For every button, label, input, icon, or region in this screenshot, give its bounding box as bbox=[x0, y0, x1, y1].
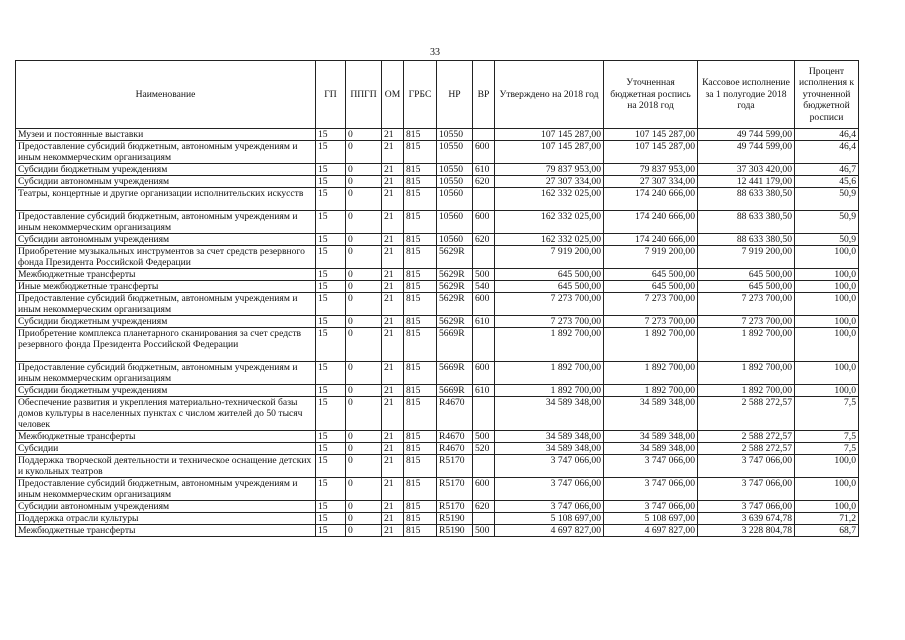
cell-grbs: 815 bbox=[404, 164, 437, 176]
cell-grbs: 815 bbox=[404, 176, 437, 188]
cell-grbs: 815 bbox=[404, 455, 437, 478]
cell-nr: R4670 bbox=[437, 397, 473, 431]
cell-name: Предоставление субсидий бюджетным, автономным учреждениям и иным некоммерческим организациям bbox=[16, 141, 316, 164]
cell-refined: 7 919 200,00 bbox=[604, 246, 698, 269]
cell-ppgp: 0 bbox=[346, 246, 382, 269]
table-row bbox=[16, 316, 859, 328]
cell-name: Приобретение музыкальных инструментов за счет средств резервного фонда Президента Российской Федерации bbox=[16, 246, 316, 269]
cell-om: 21 bbox=[382, 501, 404, 513]
cell-percent: 50,9 bbox=[795, 211, 859, 234]
cell-approved: 162 332 025,00 bbox=[495, 234, 604, 246]
cell-ppgp: 0 bbox=[346, 269, 382, 281]
cell-cash: 88 633 380,50 bbox=[698, 234, 795, 246]
cell-vr bbox=[473, 455, 495, 478]
cell-ppgp: 0 bbox=[346, 316, 382, 328]
cell-gp: 15 bbox=[316, 362, 346, 385]
cell-nr: R5170 bbox=[437, 455, 473, 478]
cell-om: 21 bbox=[382, 328, 404, 362]
table-row bbox=[16, 525, 859, 537]
cell-approved: 107 145 287,00 bbox=[495, 129, 604, 141]
cell-refined: 5 108 697,00 bbox=[604, 513, 698, 525]
cell-om: 21 bbox=[382, 443, 404, 455]
cell-percent: 100,0 bbox=[795, 455, 859, 478]
cell-om: 21 bbox=[382, 316, 404, 328]
cell-om: 21 bbox=[382, 478, 404, 501]
cell-name: Предоставление субсидий бюджетным, автономным учреждениям и иным некоммерческим организациям bbox=[16, 293, 316, 316]
cell-nr: 10550 bbox=[437, 176, 473, 188]
cell-percent: 100,0 bbox=[795, 362, 859, 385]
cell-percent: 100,0 bbox=[795, 269, 859, 281]
cell-name: Иные межбюджетные трансферты bbox=[16, 281, 316, 293]
cell-name: Приобретение комплекса планетарного сканирования за счет средств резервного фонда Президента Российской Федерации bbox=[16, 328, 316, 362]
cell-gp: 15 bbox=[316, 129, 346, 141]
cell-percent: 45,6 bbox=[795, 176, 859, 188]
cell-ppgp: 0 bbox=[346, 478, 382, 501]
cell-om: 21 bbox=[382, 293, 404, 316]
cell-gp: 15 bbox=[316, 246, 346, 269]
cell-grbs: 815 bbox=[404, 293, 437, 316]
cell-grbs: 815 bbox=[404, 443, 437, 455]
cell-cash: 2 588 272,57 bbox=[698, 397, 795, 431]
cell-cash: 3 228 804,78 bbox=[698, 525, 795, 537]
cell-nr: 5629R bbox=[437, 246, 473, 269]
cell-refined: 645 500,00 bbox=[604, 269, 698, 281]
cell-approved: 1 892 700,00 bbox=[495, 328, 604, 362]
cell-vr: 620 bbox=[473, 176, 495, 188]
cell-om: 21 bbox=[382, 385, 404, 397]
cell-approved: 1 892 700,00 bbox=[495, 362, 604, 385]
cell-approved: 162 332 025,00 bbox=[495, 211, 604, 234]
cell-om: 21 bbox=[382, 513, 404, 525]
cell-gp: 15 bbox=[316, 164, 346, 176]
header-refined: Уточненная бюджетная роспись на 2018 год bbox=[604, 61, 698, 129]
cell-nr: 10560 bbox=[437, 234, 473, 246]
cell-refined: 3 747 066,00 bbox=[604, 455, 698, 478]
cell-name: Субсидии bbox=[16, 443, 316, 455]
header-approved: Утверждено на 2018 год bbox=[495, 61, 604, 129]
cell-cash: 7 273 700,00 bbox=[698, 293, 795, 316]
cell-approved: 3 747 066,00 bbox=[495, 501, 604, 513]
cell-name: Субсидии автономным учреждениям bbox=[16, 234, 316, 246]
cell-refined: 107 145 287,00 bbox=[604, 141, 698, 164]
cell-ppgp: 0 bbox=[346, 141, 382, 164]
cell-ppgp: 0 bbox=[346, 211, 382, 234]
cell-gp: 15 bbox=[316, 316, 346, 328]
table-header-row bbox=[16, 61, 859, 129]
cell-om: 21 bbox=[382, 525, 404, 537]
table-row bbox=[16, 188, 859, 211]
cell-ppgp: 0 bbox=[346, 164, 382, 176]
cell-name: Межбюджетные трансферты bbox=[16, 525, 316, 537]
cell-approved: 34 589 348,00 bbox=[495, 397, 604, 431]
cell-approved: 1 892 700,00 bbox=[495, 385, 604, 397]
cell-percent: 50,9 bbox=[795, 234, 859, 246]
cell-ppgp: 0 bbox=[346, 431, 382, 443]
cell-vr: 540 bbox=[473, 281, 495, 293]
cell-grbs: 815 bbox=[404, 141, 437, 164]
table-row bbox=[16, 129, 859, 141]
cell-approved: 3 747 066,00 bbox=[495, 455, 604, 478]
cell-nr: R5170 bbox=[437, 501, 473, 513]
cell-cash: 3 639 674,78 bbox=[698, 513, 795, 525]
cell-vr: 600 bbox=[473, 293, 495, 316]
cell-approved: 34 589 348,00 bbox=[495, 431, 604, 443]
cell-name: Предоставление субсидий бюджетным, автономным учреждениям и иным некоммерческим организациям bbox=[16, 362, 316, 385]
cell-cash: 37 303 420,00 bbox=[698, 164, 795, 176]
cell-vr: 600 bbox=[473, 362, 495, 385]
cell-refined: 7 273 700,00 bbox=[604, 316, 698, 328]
cell-name: Субсидии автономным учреждениям bbox=[16, 176, 316, 188]
table-body bbox=[16, 129, 859, 537]
cell-grbs: 815 bbox=[404, 188, 437, 211]
cell-cash: 7 273 700,00 bbox=[698, 316, 795, 328]
cell-name: Театры, концертные и другие организации исполнительских искусств bbox=[16, 188, 316, 211]
cell-percent: 46,4 bbox=[795, 129, 859, 141]
cell-om: 21 bbox=[382, 362, 404, 385]
cell-name: Межбюджетные трансферты bbox=[16, 269, 316, 281]
cell-cash: 2 588 272,57 bbox=[698, 443, 795, 455]
cell-om: 21 bbox=[382, 455, 404, 478]
cell-approved: 3 747 066,00 bbox=[495, 478, 604, 501]
cell-cash: 2 588 272,57 bbox=[698, 431, 795, 443]
cell-ppgp: 0 bbox=[346, 385, 382, 397]
cell-ppgp: 0 bbox=[346, 397, 382, 431]
cell-grbs: 815 bbox=[404, 246, 437, 269]
cell-vr bbox=[473, 513, 495, 525]
cell-name: Субсидии бюджетным учреждениям bbox=[16, 164, 316, 176]
cell-om: 21 bbox=[382, 164, 404, 176]
table-row bbox=[16, 281, 859, 293]
header-grbs: ГРБС bbox=[404, 61, 437, 129]
cell-vr: 600 bbox=[473, 478, 495, 501]
cell-ppgp: 0 bbox=[346, 234, 382, 246]
cell-gp: 15 bbox=[316, 525, 346, 537]
cell-refined: 34 589 348,00 bbox=[604, 397, 698, 431]
cell-grbs: 815 bbox=[404, 478, 437, 501]
cell-approved: 7 273 700,00 bbox=[495, 293, 604, 316]
cell-approved: 27 307 334,00 bbox=[495, 176, 604, 188]
cell-gp: 15 bbox=[316, 397, 346, 431]
cell-refined: 34 589 348,00 bbox=[604, 431, 698, 443]
header-ppgp: ППГП bbox=[346, 61, 382, 129]
cell-name: Обеспечение развития и укрепления материально-технической базы домов культуры в населенных пунктах с числом жителей до 50 тысяч человек bbox=[16, 397, 316, 431]
cell-percent: 100,0 bbox=[795, 281, 859, 293]
cell-percent: 50,9 bbox=[795, 188, 859, 211]
cell-cash: 88 633 380,50 bbox=[698, 188, 795, 211]
cell-ppgp: 0 bbox=[346, 281, 382, 293]
cell-name: Межбюджетные трансферты bbox=[16, 431, 316, 443]
cell-gp: 15 bbox=[316, 281, 346, 293]
cell-approved: 4 697 827,00 bbox=[495, 525, 604, 537]
cell-refined: 79 837 953,00 bbox=[604, 164, 698, 176]
cell-approved: 107 145 287,00 bbox=[495, 141, 604, 164]
table-row bbox=[16, 385, 859, 397]
cell-om: 21 bbox=[382, 269, 404, 281]
cell-refined: 1 892 700,00 bbox=[604, 362, 698, 385]
cell-gp: 15 bbox=[316, 478, 346, 501]
cell-vr: 620 bbox=[473, 501, 495, 513]
cell-grbs: 815 bbox=[404, 328, 437, 362]
cell-ppgp: 0 bbox=[346, 455, 382, 478]
table-row bbox=[16, 293, 859, 316]
cell-vr: 520 bbox=[473, 443, 495, 455]
table-row bbox=[16, 211, 859, 234]
cell-vr: 620 bbox=[473, 234, 495, 246]
table-row bbox=[16, 164, 859, 176]
cell-approved: 162 332 025,00 bbox=[495, 188, 604, 211]
cell-gp: 15 bbox=[316, 293, 346, 316]
cell-cash: 12 441 179,00 bbox=[698, 176, 795, 188]
cell-refined: 1 892 700,00 bbox=[604, 328, 698, 362]
cell-percent: 100,0 bbox=[795, 501, 859, 513]
header-vr: ВР bbox=[473, 61, 495, 129]
cell-refined: 34 589 348,00 bbox=[604, 443, 698, 455]
cell-percent: 7,5 bbox=[795, 443, 859, 455]
cell-approved: 5 108 697,00 bbox=[495, 513, 604, 525]
cell-name: Субсидии бюджетным учреждениям bbox=[16, 316, 316, 328]
cell-cash: 1 892 700,00 bbox=[698, 385, 795, 397]
cell-vr: 600 bbox=[473, 141, 495, 164]
cell-grbs: 815 bbox=[404, 362, 437, 385]
cell-grbs: 815 bbox=[404, 513, 437, 525]
cell-nr: 5629R bbox=[437, 316, 473, 328]
cell-refined: 107 145 287,00 bbox=[604, 129, 698, 141]
cell-om: 21 bbox=[382, 281, 404, 293]
cell-refined: 4 697 827,00 bbox=[604, 525, 698, 537]
cell-nr: 10550 bbox=[437, 164, 473, 176]
cell-nr: 10560 bbox=[437, 211, 473, 234]
header-cash: Кассовое исполнение за 1 полугодие 2018 года bbox=[698, 61, 795, 129]
cell-ppgp: 0 bbox=[346, 501, 382, 513]
cell-gp: 15 bbox=[316, 501, 346, 513]
table-row bbox=[16, 501, 859, 513]
cell-gp: 15 bbox=[316, 455, 346, 478]
cell-vr bbox=[473, 246, 495, 269]
cell-name: Субсидии бюджетным учреждениям bbox=[16, 385, 316, 397]
cell-approved: 645 500,00 bbox=[495, 281, 604, 293]
budget-execution-table bbox=[15, 60, 859, 537]
header-percent: Процент исполнения к уточненной бюджетной росписи bbox=[795, 61, 859, 129]
cell-grbs: 815 bbox=[404, 385, 437, 397]
cell-name: Предоставление субсидий бюджетным, автономным учреждениям и иным некоммерческим организациям bbox=[16, 478, 316, 501]
cell-ppgp: 0 bbox=[346, 525, 382, 537]
cell-cash: 49 744 599,00 bbox=[698, 129, 795, 141]
cell-vr: 500 bbox=[473, 269, 495, 281]
cell-om: 21 bbox=[382, 141, 404, 164]
cell-approved: 645 500,00 bbox=[495, 269, 604, 281]
cell-ppgp: 0 bbox=[346, 176, 382, 188]
cell-gp: 15 bbox=[316, 385, 346, 397]
cell-ppgp: 0 bbox=[346, 362, 382, 385]
cell-gp: 15 bbox=[316, 176, 346, 188]
table-row bbox=[16, 234, 859, 246]
cell-refined: 174 240 666,00 bbox=[604, 234, 698, 246]
cell-grbs: 815 bbox=[404, 211, 437, 234]
cell-nr: 5669R bbox=[437, 385, 473, 397]
cell-grbs: 815 bbox=[404, 501, 437, 513]
cell-gp: 15 bbox=[316, 328, 346, 362]
cell-refined: 3 747 066,00 bbox=[604, 501, 698, 513]
header-nr: НР bbox=[437, 61, 473, 129]
cell-ppgp: 0 bbox=[346, 513, 382, 525]
table-row bbox=[16, 269, 859, 281]
cell-refined: 1 892 700,00 bbox=[604, 385, 698, 397]
cell-cash: 3 747 066,00 bbox=[698, 478, 795, 501]
cell-gp: 15 bbox=[316, 431, 346, 443]
cell-grbs: 815 bbox=[404, 316, 437, 328]
cell-approved: 7 919 200,00 bbox=[495, 246, 604, 269]
cell-cash: 49 744 599,00 bbox=[698, 141, 795, 164]
cell-vr bbox=[473, 129, 495, 141]
table-row bbox=[16, 141, 859, 164]
cell-om: 21 bbox=[382, 176, 404, 188]
cell-cash: 7 919 200,00 bbox=[698, 246, 795, 269]
cell-percent: 100,0 bbox=[795, 293, 859, 316]
cell-percent: 100,0 bbox=[795, 478, 859, 501]
cell-om: 21 bbox=[382, 129, 404, 141]
cell-cash: 1 892 700,00 bbox=[698, 362, 795, 385]
cell-gp: 15 bbox=[316, 269, 346, 281]
cell-vr: 500 bbox=[473, 525, 495, 537]
table-row bbox=[16, 362, 859, 385]
cell-refined: 174 240 666,00 bbox=[604, 211, 698, 234]
cell-gp: 15 bbox=[316, 443, 346, 455]
cell-cash: 3 747 066,00 bbox=[698, 455, 795, 478]
cell-nr: 10550 bbox=[437, 129, 473, 141]
cell-vr bbox=[473, 328, 495, 362]
cell-om: 21 bbox=[382, 234, 404, 246]
cell-refined: 27 307 334,00 bbox=[604, 176, 698, 188]
cell-vr: 600 bbox=[473, 211, 495, 234]
header-gp: ГП bbox=[316, 61, 346, 129]
cell-vr: 610 bbox=[473, 316, 495, 328]
cell-ppgp: 0 bbox=[346, 443, 382, 455]
cell-cash: 645 500,00 bbox=[698, 281, 795, 293]
cell-name: Музеи и постоянные выставки bbox=[16, 129, 316, 141]
cell-percent: 100,0 bbox=[795, 246, 859, 269]
cell-ppgp: 0 bbox=[346, 328, 382, 362]
cell-om: 21 bbox=[382, 397, 404, 431]
cell-vr bbox=[473, 397, 495, 431]
cell-percent: 100,0 bbox=[795, 328, 859, 362]
cell-percent: 100,0 bbox=[795, 316, 859, 328]
cell-percent: 46,7 bbox=[795, 164, 859, 176]
table-row bbox=[16, 246, 859, 269]
cell-cash: 1 892 700,00 bbox=[698, 328, 795, 362]
cell-vr: 610 bbox=[473, 385, 495, 397]
cell-nr: 5669R bbox=[437, 362, 473, 385]
cell-nr: 5669R bbox=[437, 328, 473, 362]
table-row bbox=[16, 455, 859, 478]
cell-percent: 7,5 bbox=[795, 397, 859, 431]
cell-om: 21 bbox=[382, 431, 404, 443]
table-row bbox=[16, 443, 859, 455]
cell-vr: 610 bbox=[473, 164, 495, 176]
header-name: Наименование bbox=[16, 61, 316, 129]
cell-grbs: 815 bbox=[404, 397, 437, 431]
cell-nr: R4670 bbox=[437, 443, 473, 455]
cell-refined: 174 240 666,00 bbox=[604, 188, 698, 211]
cell-nr: R5190 bbox=[437, 513, 473, 525]
cell-grbs: 815 bbox=[404, 281, 437, 293]
cell-grbs: 815 bbox=[404, 129, 437, 141]
cell-grbs: 815 bbox=[404, 234, 437, 246]
cell-refined: 7 273 700,00 bbox=[604, 293, 698, 316]
cell-nr: 5629R bbox=[437, 293, 473, 316]
cell-percent: 7,5 bbox=[795, 431, 859, 443]
cell-nr: R5170 bbox=[437, 478, 473, 501]
cell-percent: 68,7 bbox=[795, 525, 859, 537]
table-row bbox=[16, 397, 859, 431]
cell-approved: 34 589 348,00 bbox=[495, 443, 604, 455]
table-row bbox=[16, 431, 859, 443]
cell-nr: 10560 bbox=[437, 188, 473, 211]
cell-refined: 645 500,00 bbox=[604, 281, 698, 293]
cell-gp: 15 bbox=[316, 141, 346, 164]
cell-om: 21 bbox=[382, 211, 404, 234]
table-row bbox=[16, 328, 859, 362]
cell-nr: R5190 bbox=[437, 525, 473, 537]
cell-cash: 3 747 066,00 bbox=[698, 501, 795, 513]
cell-name: Поддержка отрасли культуры bbox=[16, 513, 316, 525]
cell-vr: 500 bbox=[473, 431, 495, 443]
table-row bbox=[16, 513, 859, 525]
cell-refined: 3 747 066,00 bbox=[604, 478, 698, 501]
cell-cash: 645 500,00 bbox=[698, 269, 795, 281]
cell-cash: 88 633 380,50 bbox=[698, 211, 795, 234]
cell-percent: 100,0 bbox=[795, 385, 859, 397]
cell-gp: 15 bbox=[316, 211, 346, 234]
cell-nr: 10550 bbox=[437, 141, 473, 164]
cell-name: Поддержка творческой деятельности и техническое оснащение детских и кукольных театров bbox=[16, 455, 316, 478]
cell-nr: 5629R bbox=[437, 269, 473, 281]
cell-ppgp: 0 bbox=[346, 129, 382, 141]
cell-approved: 7 273 700,00 bbox=[495, 316, 604, 328]
cell-ppgp: 0 bbox=[346, 188, 382, 211]
cell-vr bbox=[473, 188, 495, 211]
cell-om: 21 bbox=[382, 188, 404, 211]
cell-name: Субсидии автономным учреждениям bbox=[16, 501, 316, 513]
cell-ppgp: 0 bbox=[346, 293, 382, 316]
cell-grbs: 815 bbox=[404, 525, 437, 537]
cell-gp: 15 bbox=[316, 234, 346, 246]
cell-grbs: 815 bbox=[404, 269, 437, 281]
cell-name: Предоставление субсидий бюджетным, автономным учреждениям и иным некоммерческим организациям bbox=[16, 211, 316, 234]
header-om: ОМ bbox=[382, 61, 404, 129]
cell-percent: 46,4 bbox=[795, 141, 859, 164]
cell-grbs: 815 bbox=[404, 431, 437, 443]
cell-gp: 15 bbox=[316, 188, 346, 211]
page-number: 33 bbox=[430, 47, 440, 58]
table-row bbox=[16, 176, 859, 188]
cell-nr: R4670 bbox=[437, 431, 473, 443]
cell-nr: 5629R bbox=[437, 281, 473, 293]
cell-om: 21 bbox=[382, 246, 404, 269]
cell-gp: 15 bbox=[316, 513, 346, 525]
cell-approved: 79 837 953,00 bbox=[495, 164, 604, 176]
cell-percent: 71,2 bbox=[795, 513, 859, 525]
table-row bbox=[16, 478, 859, 501]
